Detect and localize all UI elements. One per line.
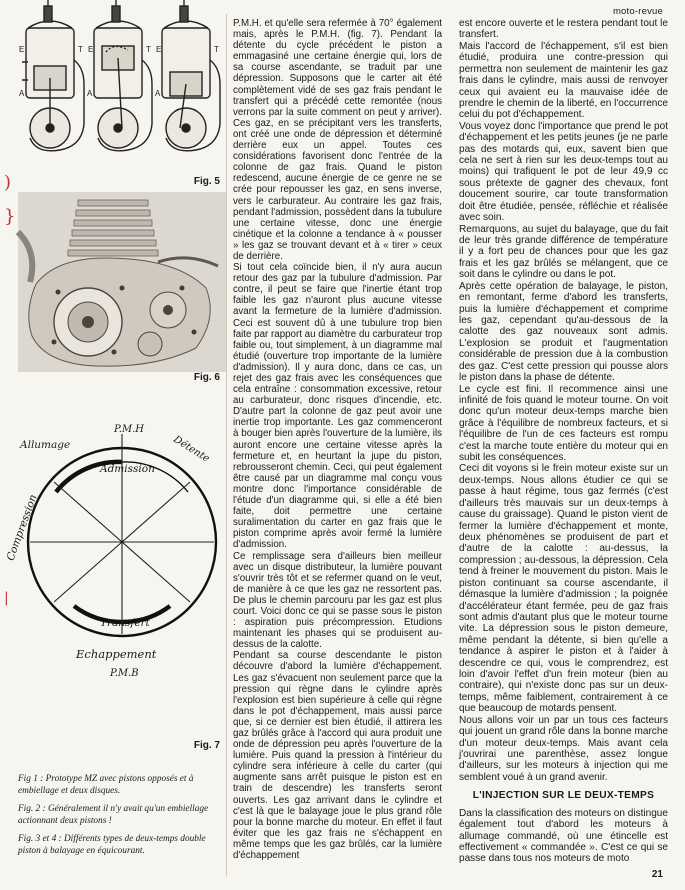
fig5-letter: E (156, 45, 162, 54)
fig7-pmh: P.M.H (114, 424, 145, 435)
figure-5 (18, 0, 226, 190)
paragraph: Si tout cela coïncide bien, il n'y aura aucun retour des gaz par la tubulure d'admission. Par contre, il peut se faire que l'inertie étant trop faible les gaz n'auront plus aucune vitesse avant la fermeture de la lumière d'admission. Ceci est souvent dû à une tubulure trop bien faite par rapport au diamètre du carburateur trop faible ou, tout simplement, à un diagramme mal étudié (ouverture trop importante de la lumière d'admission). Il y aura donc, dans ce cas, un rejet des gaz frais avec les conséquences que cela entraîne : consommation excessive, retour au carburateur, donc risques d'incendie, etc. D'autre part la colonne de gaz peut avoir une inertie trop importante. Les gaz commenceront à bouger bien après l'ouverture de la lumière, ils auront encore une certaine vitesse après la fermeture et, en heurtant la jupe du piston, rebrousseront chemin. Ceci, qui peut également être causé par un diagramme mal conçu vous montre donc l'importance considérable de l'étude d'un diagramme qui, si elle a été bien faite, doit permettre une certaine suralimentation du carter en gaz frais que le piston comprime après avoir fermé la lumière d'admission. (233, 262, 442, 551)
page-number: 21 (651, 869, 663, 880)
fig7-detente: Détente (171, 434, 212, 465)
fig5-letter: A (155, 89, 161, 98)
caption-fig1: Fig 1 : Prototype MZ avec pistons opposés et à embiellage et deux disques. (18, 774, 194, 796)
figure-5-drawing (18, 0, 226, 178)
fig7-transfert: Transfert (100, 617, 150, 629)
margin-pen-mark: | (4, 590, 9, 606)
paragraph: Nous allons voir un par un tous ces facteurs qui jouent un grand rôle dans la bonne marche d'un moteur deux-temps. Mais avant cela j'ouvrirai une parenthèse, assez longue d'ailleurs, sur les moteurs à injection qui me semblent voué à un grand avenir. (459, 714, 668, 783)
fig7-allumage: Allumage (20, 439, 71, 451)
paragraph: Le cycle est fini. Il recommence ainsi une infinité de fois quand le moteur tourne. On voit donc qu'un moteur deux-temps marche bien grâce à l'équilibre de nombreux facteurs, et si l'équilibre de l'un de ces facteurs est rompu c'est la marche toute entière du moteur qui en subit les conséquences. (459, 383, 668, 464)
paragraph: Pendant sa course descendante le piston découvre d'abord la lumière d'échappement. Les gaz s'évacuent non seulement parce que la pression qui règne dans le cylindre après l'explosion est bien supérieure à celle qui règne dans le pot d'échappement, mais aussi parce que, si ce dernier est bien étudié, il attirera les gaz brûlés grâce à l'accord qui aura produit une onde de dépression peu après l'ouverture de la lumière. Puis quand la pression à l'intérieur du cylindre sera inférieure à celle du carter (qui augmente sans arrêt puisque le piston est en train de descendre) les transferts seront ouverts. Les gaz arrivant dans le cylindre et c'est là que le balayage joue le plus grand rôle pour la bonne marche du moteur. En effet il faut éviter que les gaz frais ne s'échappent en même temps que les gaz brûlés, car la lumière d'échappement (233, 650, 442, 862)
figure-7-diagram (4, 420, 226, 750)
paragraph: est encore ouverte et le restera pendant tout le transfert. (459, 18, 668, 41)
fig7-admission: Admission (100, 463, 155, 475)
paragraph: Dans la classification des moteurs on distingue également tout d'abord les moteurs à allumage commandé, où une étincelle est effectivement « commandée ». C'est ce qui se passe dans tous nos moteurs de moto (459, 807, 668, 865)
fig5-letter: E (19, 45, 25, 54)
figure-5-label: Fig. 5 (193, 176, 220, 187)
figure-6-photo (18, 192, 226, 372)
fig7-pmb: P.M.B (110, 668, 139, 679)
text-column-1 (233, 18, 442, 861)
fig5-letter: A (87, 89, 93, 98)
paragraph: Après cette opération de balayage, le piston, en remontant, ferme d'abord les transferts, puis la lumière d'échappement et comprime les gaz, cependant qu'au-dessous de la calotte des gaz nouveaux sont admis. L'explosion se produit et l'augmentation considérable de pression due à la combustion des gaz. C'est cette pression qui pousse alors le piston dans la phase de détente. (459, 280, 668, 384)
figure-7-label: Fig. 7 (193, 740, 220, 751)
fig7-compression: Compression (4, 492, 40, 563)
margin-pen-mark: ) (4, 172, 12, 193)
figure-6 (18, 192, 226, 388)
text-column-2 (459, 18, 668, 865)
fig5-letter: T (78, 45, 83, 54)
fig5-letter: T (214, 45, 219, 54)
paragraph: Mais l'accord de l'échappement, s'il est bien étudié, produira une contre-pression qui permettra non seulement de maintenir les gaz frais dans le cylindre, mais aussi de renvoyer ceux qui avaient eu la mauvaise idée de prendre le chemin de la liberté, en l'occurrence celui du pot d'échappement. (459, 40, 668, 121)
figure-6-label: Fig. 6 (193, 372, 220, 383)
section-subheading: L'INJECTION SUR LE DEUX-TEMPS (472, 790, 655, 802)
figure-captions (18, 774, 223, 864)
paragraph: Ce remplissage sera d'ailleurs bien meilleur avec un disque distributeur, la lumière pouvant s'ouvrir très tôt et se refermer quand on le veut, de manière à ce que les gaz ne ressortent pas. De plus le chemin parcouru par les gaz est plus court. Voici donc ce qui se passe sous le piston : aspiration puis précompression. Etudions maintenant les phases qui se produisent au-dessus de la calotte. (233, 550, 442, 651)
fig7-echappement: Echappement (76, 647, 157, 661)
page-header: moto-revue (612, 6, 663, 17)
caption-fig2: Fig. 2 : Généralement il n'y avait qu'un embiellage actionnant deux pistons ! (18, 804, 209, 826)
fig5-letter: E (88, 45, 94, 54)
fig5-letter: A (19, 89, 25, 98)
paragraph: Vous voyez donc l'importance que prend le pot d'échappement et les petits jeunes (je ne parle pas des motards qui, eux, savent bien que cela ne sert à rien sur les deux-temps tout au moins) qui trafiquent le pot de leur 49,9 cc sous prétexte de gagner des chevaux, font doucement sourire, car toute transformation doit être étudiée, pensée, réfléchie et réalisée avec soin. (459, 120, 668, 224)
figures-column (4, 0, 226, 890)
caption-fig3-4: Fig. 3 et 4 : Différents types de deux-temps double piston à balayage en équicourant. (18, 834, 206, 856)
paragraph: Remarquons, au sujet du balayage, que du fait de leur très grande différence de température il y a fort peu de chances pour que les gaz frais et les gaz brûlés se mélangent, que ce soit dans le cylindre ou dans le pot. (459, 223, 668, 281)
fig5-letter: T (146, 45, 151, 54)
figure-7 (4, 420, 226, 760)
paragraph: Ceci dit voyons si le frein moteur existe sur un deux-temps. Nous allons étudier ce qui se passe à haut régime, tous gaz fermés (c'est d'ailleurs très mauvais sur un deux-temps à cause du graissage). Quand le piston vient de fermer la lumière d'échappement et monte, deux phénomènes se produisent de part et d'autre de la calotte : au-dessus, la compression ; au-dessous, la dépression. Cela tend à freiner le mouvement du piston. Mais le piston continuant sa course ascendante, il démasque la lumière d'admission ; la poignée d'accélérateur étant fermée, peu de gaz frais sont admis d'autant plus que le moteur tourne vite. La dépression sous le piston demeure, même pendant la détente, si bien qu'elle a tendance à aspirer le piston et à l'aider à descendre ce qui, vous le comprendrez, est loin d'avoir l'effet d'un frein moteur (bien au contraire), qui n'existe donc pas sur un deux-temps, même faiblement, contrairement à ce que beaucoup de motards pensent. (459, 463, 668, 715)
paragraph: P.M.H. et qu'elle sera refermée à 70° également mais, après le P.M.H. (fig. 7). Pendant la détente du cycle précédent le piston a emmagasiné une certaine énergie qui, lors de sa course ascendante, se traduit par une dépression. Supposons que le carter ait été complètement vidé de ses gaz frais pendant le transfert qui a précédé cette remontée (nous verrons par la suite comment on peut y arriver). Ces gaz, en se précipitant vers les transferts, ont créé une onde de dépression et déterminé derrière eux un appel. Toutes ces considérations favorisent donc l'entrée de la colonne de gaz frais. Quand le piston redescend, aucune énergie de ce genre ne se crée pour repousser les gaz, en sens inverse, vers le carburateur. Au contraire les gaz frais, pendant l'admission, possèdent dans la tubulure une certaine vitesse, donc une énergie cinétique et la colonne a tendance à « pousser » les gaz se trouvant devant et à « tirer » ceux de derrière. (233, 18, 442, 262)
column-divider (226, 14, 227, 876)
margin-pen-mark: } (4, 206, 16, 227)
